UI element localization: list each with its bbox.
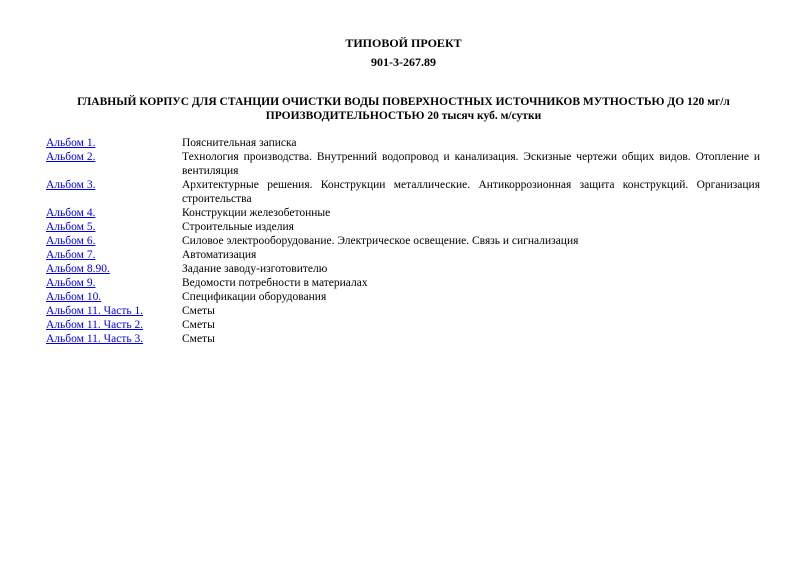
album-description: Силовое электрооборудование. Электрическое освещение. Связь и сигнализация: [182, 235, 579, 247]
album-link[interactable]: Альбом 9.: [46, 277, 96, 289]
album-description: Сметы: [182, 305, 215, 317]
project-code: 901-3-267.89: [371, 55, 436, 69]
album-row: [46, 318, 760, 332]
album-description: Автоматизация: [182, 249, 257, 261]
album-link[interactable]: Альбом 10.: [46, 291, 102, 303]
subtitle-line-2: ПРОИЗВОДИТЕЛЬНОСТЬЮ 20 тысяч куб. м/сутки: [265, 110, 542, 122]
album-row: [46, 234, 760, 248]
album-row: [46, 150, 760, 178]
album-row: [46, 290, 760, 304]
subtitle-line-1: ГЛАВНЫЙ КОРПУС ДЛЯ СТАНЦИИ ОЧИСТКИ ВОДЫ ПОВЕРХНОСТНЫХ ИСТОЧНИКОВ МУТНОСТЬЮ ДО 120 мг/л: [77, 96, 730, 108]
album-description: Сметы: [182, 319, 215, 331]
album-description: Ведомости потребности в материалах: [182, 277, 368, 289]
album-description: Спецификации оборудования: [182, 291, 327, 303]
album-link[interactable]: Альбом 5.: [46, 221, 96, 233]
album-link[interactable]: Альбом 4.: [46, 207, 96, 219]
album-row: [46, 248, 760, 262]
album-description: Архитектурные решения. Конструкции металлические. Антикоррозионная защита конструкций. Организация строительства: [182, 179, 760, 205]
album-row: [46, 304, 760, 318]
album-link[interactable]: Альбом 7.: [46, 249, 96, 261]
album-link[interactable]: Альбом 6.: [46, 235, 96, 247]
album-row: [46, 178, 760, 206]
album-link[interactable]: Альбом 11. Часть 3.: [46, 333, 144, 345]
album-description: Строительные изделия: [182, 221, 294, 233]
album-link[interactable]: Альбом 2.: [46, 151, 96, 163]
album-link[interactable]: Альбом 11. Часть 1.: [46, 305, 144, 317]
album-link[interactable]: Альбом 1.: [46, 137, 96, 149]
album-row: [46, 136, 760, 150]
album-row: [46, 332, 760, 346]
album-row: [46, 220, 760, 234]
project-subtitle: [0, 95, 807, 123]
album-row: [46, 262, 760, 276]
document-title: ТИПОВОЙ ПРОЕКТ: [345, 36, 462, 50]
album-description: Технология производства. Внутренний водопровод и канализация. Эскизные чертежи общих видов. Отопление и вентиляция: [182, 151, 760, 177]
album-link[interactable]: Альбом 11. Часть 2.: [46, 319, 144, 331]
album-row: [46, 206, 760, 220]
album-description: Сметы: [182, 333, 215, 345]
album-description: Задание заводу-изготовителю: [182, 263, 328, 275]
album-link[interactable]: Альбом 3.: [46, 179, 96, 191]
album-row: [46, 276, 760, 290]
albums-list: [46, 136, 760, 346]
album-description: Пояснительная записка: [182, 137, 297, 149]
album-link[interactable]: Альбом 8.90.: [46, 263, 110, 275]
album-description: Конструкции железобетонные: [182, 207, 331, 219]
